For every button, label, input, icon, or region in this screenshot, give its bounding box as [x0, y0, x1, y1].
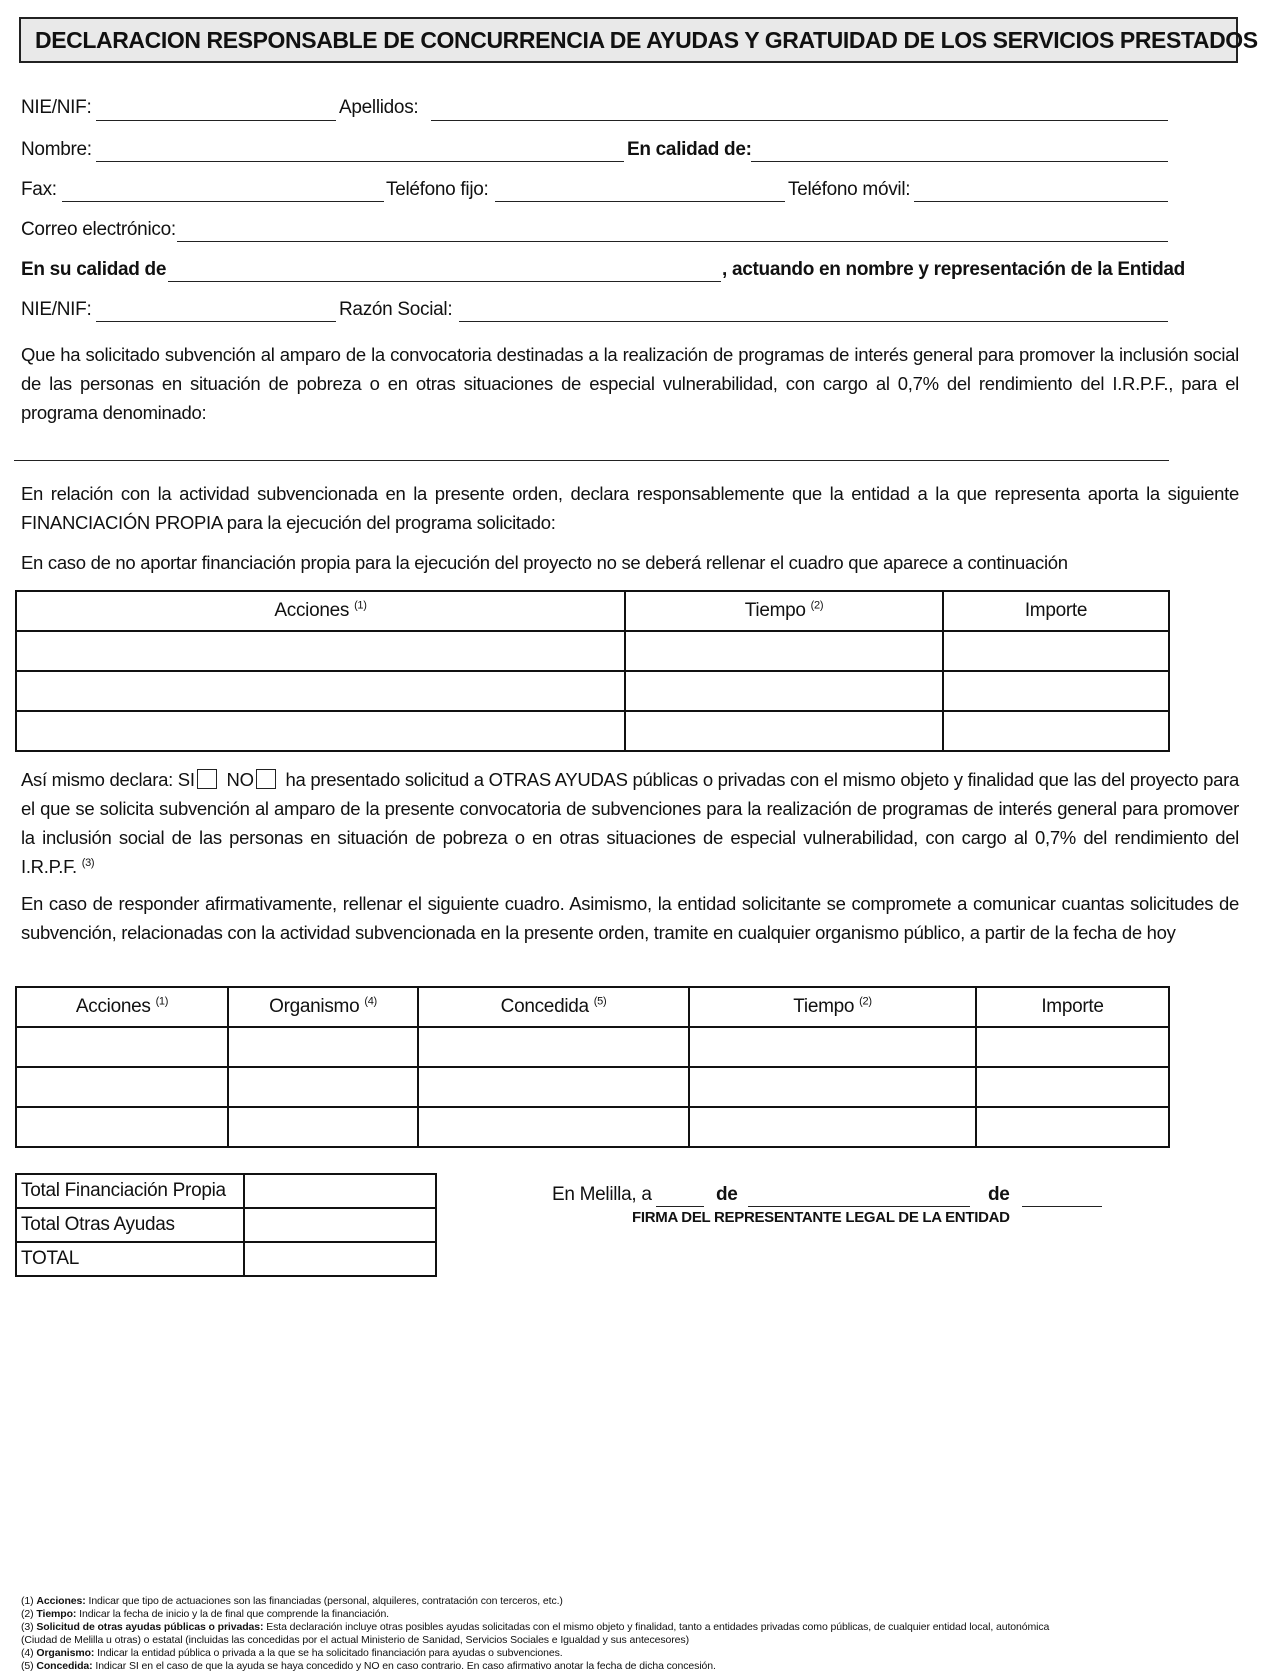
table-row — [16, 1107, 1169, 1147]
fax-label: Fax: — [21, 179, 57, 200]
fax-field[interactable] — [62, 201, 384, 202]
table-cell[interactable] — [976, 1067, 1169, 1107]
paragraph-no-aportar: En caso de no aportar financiación propia para la ejecución del proyecto no se deberá rellenar el cuadro que aparece a continuación — [21, 552, 1068, 573]
footnote-2: (2) Tiempo: Indicar la fecha de inicio y la de final que comprende la financiación. — [21, 1608, 389, 1620]
table-cell[interactable] — [625, 671, 943, 711]
total-label: TOTAL — [16, 1242, 244, 1276]
paragraph-otras-ayudas: Así mismo declara: SI NO ha presentado solicitud a OTRAS AYUDAS públicas o privadas con el mismo objeto y finalidad que las del proyecto para el que se solicita subvención al amparo de la presente convocatoria de subvenciones para la realización de programas de interés general para promover la inclusión social de las personas en situación de pobreza o en otras situaciones de especial vulnerabilidad, con cargo al 0,7% del rendimiento del I.R.P.F. $^{(3)}$ — [21, 769, 1239, 877]
anio-field[interactable] — [1022, 1206, 1102, 1207]
correo-label: Correo electrónico: — [21, 219, 176, 240]
table-row — [16, 1242, 436, 1276]
header-concedida: Concedida $^{(5)}$ — [418, 987, 689, 1027]
table-row — [16, 1067, 1169, 1107]
header-tiempo: Tiempo $^{(2)}$ — [625, 591, 943, 631]
footnote-3: (3) Solicitud de otras ayudas públicas o privadas: Esta declaración incluye otras posibles ayudas solicitadas con el mismo objeto y finalidad, tanto a entidades privadas como públicas, de cualquier entidad local, autonómica — [21, 1621, 1050, 1633]
form-title-box — [19, 17, 1258, 63]
nie-nif-entidad-label: NIE/NIF: — [21, 299, 92, 320]
footnote-3-cont: (Ciudad de Melilla u otras) o estatal (incluidas las concedidas por el actual Ministerio de Sanidad, Servicios Sociales e Igualdad y sus antecesores) — [21, 1634, 689, 1646]
table-cell[interactable] — [16, 631, 625, 671]
table-row — [16, 671, 1169, 711]
telefono-movil-field[interactable] — [914, 201, 1168, 202]
nie-nif-field[interactable] — [96, 120, 336, 121]
total-otras-value[interactable] — [244, 1208, 436, 1242]
telefono-fijo-label: Teléfono fijo: — [386, 179, 489, 200]
table-cell[interactable] — [418, 1027, 689, 1067]
header-importe: Importe — [976, 987, 1169, 1027]
apellidos-label: Apellidos: — [339, 97, 419, 118]
en-calidad-label: En calidad de: — [627, 139, 752, 160]
table-cell[interactable] — [418, 1107, 689, 1147]
de-label-2: de — [988, 1184, 1010, 1205]
header-organismo: Organismo $^{(4)}$ — [228, 987, 418, 1027]
table-cell[interactable] — [16, 1027, 228, 1067]
correo-field[interactable] — [177, 241, 1168, 242]
table-cell[interactable] — [228, 1027, 418, 1067]
nombre-label: Nombre: — [21, 139, 92, 160]
nie-nif-label: NIE/NIF: — [21, 97, 92, 118]
table-cell[interactable] — [976, 1107, 1169, 1147]
header-acciones: Acciones $^{(1)}$ — [16, 987, 228, 1027]
table-cell[interactable] — [16, 1107, 228, 1147]
paragraph-solicitud: Que ha solicitado subvención al amparo de la convocatoria destinadas a la realización de programas de interés general para promover la inclusión social de las personas en situación de pobreza o en otras situaciones de especial vulnerabilidad, con cargo al 0,7% del rendimiento del I.R.P.F., para el programa denominado: — [21, 344, 1239, 423]
firma-label: FIRMA DEL REPRESENTANTE LEGAL DE LA ENTIDAD — [632, 1209, 1010, 1226]
form-title: DECLARACION RESPONSABLE DE CONCURRENCIA DE AYUDAS Y GRATUIDAD DE LOS SERVICIOS PRESTADOS — [35, 26, 1258, 53]
header-acciones: Acciones $^{(1)}$ — [16, 591, 625, 631]
paragraph-financiacion: En relación con la actividad subvencionada en la presente orden, declara responsablemente que la entidad a la que representa aporta la siguiente FINANCIACIÓN PROPIA para la ejecución del programa solicitado: — [21, 483, 1239, 533]
table-row — [16, 631, 1169, 671]
table-cell[interactable] — [228, 1067, 418, 1107]
footnote-1: (1) Acciones: Indicar que tipo de actuaciones son las financiadas (personal, alquileres, contratación con terceros, etc.) — [21, 1595, 563, 1607]
table-cell[interactable] — [943, 671, 1169, 711]
apellidos-field[interactable] — [431, 120, 1168, 121]
si-checkbox[interactable] — [197, 769, 217, 789]
table-row — [16, 1208, 436, 1242]
total-otras-label: Total Otras Ayudas — [16, 1208, 244, 1242]
nie-nif-entidad-field[interactable] — [96, 321, 336, 322]
mes-field[interactable] — [748, 1206, 970, 1207]
no-checkbox[interactable] — [256, 769, 276, 789]
header-tiempo: Tiempo $^{(2)}$ — [689, 987, 976, 1027]
footnote-5: (5) Concedida: Indicar SI en el caso de que la ayuda se haya concedido y NO en caso contrario. En caso afirmativo anotar la fecha de dicha concesión. — [21, 1660, 716, 1672]
paragraph-afirmativo: En caso de responder afirmativamente, rellenar el siguiente cuadro. Asimismo, la entidad solicitante se compromete a comunicar cuantas solicitudes de subvención, relacionadas con la actividad subvencionada en la presente orden, tramite en cualquier organismo público, a partir de la fecha de hoy — [21, 893, 1239, 943]
total-financiacion-value[interactable] — [244, 1174, 436, 1208]
table-header-row — [16, 987, 1169, 1027]
telefono-movil-label: Teléfono móvil: — [788, 179, 911, 200]
totals-table — [15, 1173, 437, 1277]
melilla-label: En Melilla, a — [552, 1184, 652, 1205]
total-value[interactable] — [244, 1242, 436, 1276]
footnotes — [21, 1595, 1251, 1673]
programa-field[interactable] — [14, 460, 1169, 461]
table-row — [16, 1027, 1169, 1067]
actuando-text: , actuando en nombre y representación de la Entidad — [722, 259, 1185, 280]
telefono-fijo-field[interactable] — [495, 201, 785, 202]
su-calidad-field[interactable] — [168, 281, 721, 282]
nombre-field[interactable] — [96, 161, 624, 162]
dia-field[interactable] — [656, 1206, 704, 1207]
total-financiacion-label: Total Financiación Propia — [16, 1174, 244, 1208]
su-calidad-label: En su calidad de — [21, 259, 167, 280]
table-cell[interactable] — [16, 1067, 228, 1107]
de-label-1: de — [716, 1184, 738, 1205]
table-cell[interactable] — [976, 1027, 1169, 1067]
footnote-4: (4) Organismo: Indicar la entidad pública o privada a la que se ha solicitado financiación para ayudas o subvenciones. — [21, 1647, 563, 1659]
table-cell[interactable] — [625, 711, 943, 751]
table-cell[interactable] — [943, 711, 1169, 751]
table-cell[interactable] — [689, 1027, 976, 1067]
table-cell[interactable] — [228, 1107, 418, 1147]
table-cell[interactable] — [418, 1067, 689, 1107]
table-cell[interactable] — [689, 1067, 976, 1107]
header-importe: Importe — [943, 591, 1169, 631]
razon-social-label: Razón Social: — [339, 299, 453, 320]
table-row — [16, 1174, 436, 1208]
otras-ayudas-table — [15, 986, 1170, 1148]
table-header-row — [16, 591, 1169, 631]
table-row — [16, 711, 1169, 751]
table-cell[interactable] — [689, 1107, 976, 1147]
table-cell[interactable] — [943, 631, 1169, 671]
en-calidad-field[interactable] — [751, 161, 1168, 162]
table-cell[interactable] — [625, 631, 943, 671]
table-cell[interactable] — [16, 711, 625, 751]
financiacion-propia-table — [15, 590, 1170, 752]
table-cell[interactable] — [16, 671, 625, 711]
razon-social-field[interactable] — [459, 321, 1168, 322]
